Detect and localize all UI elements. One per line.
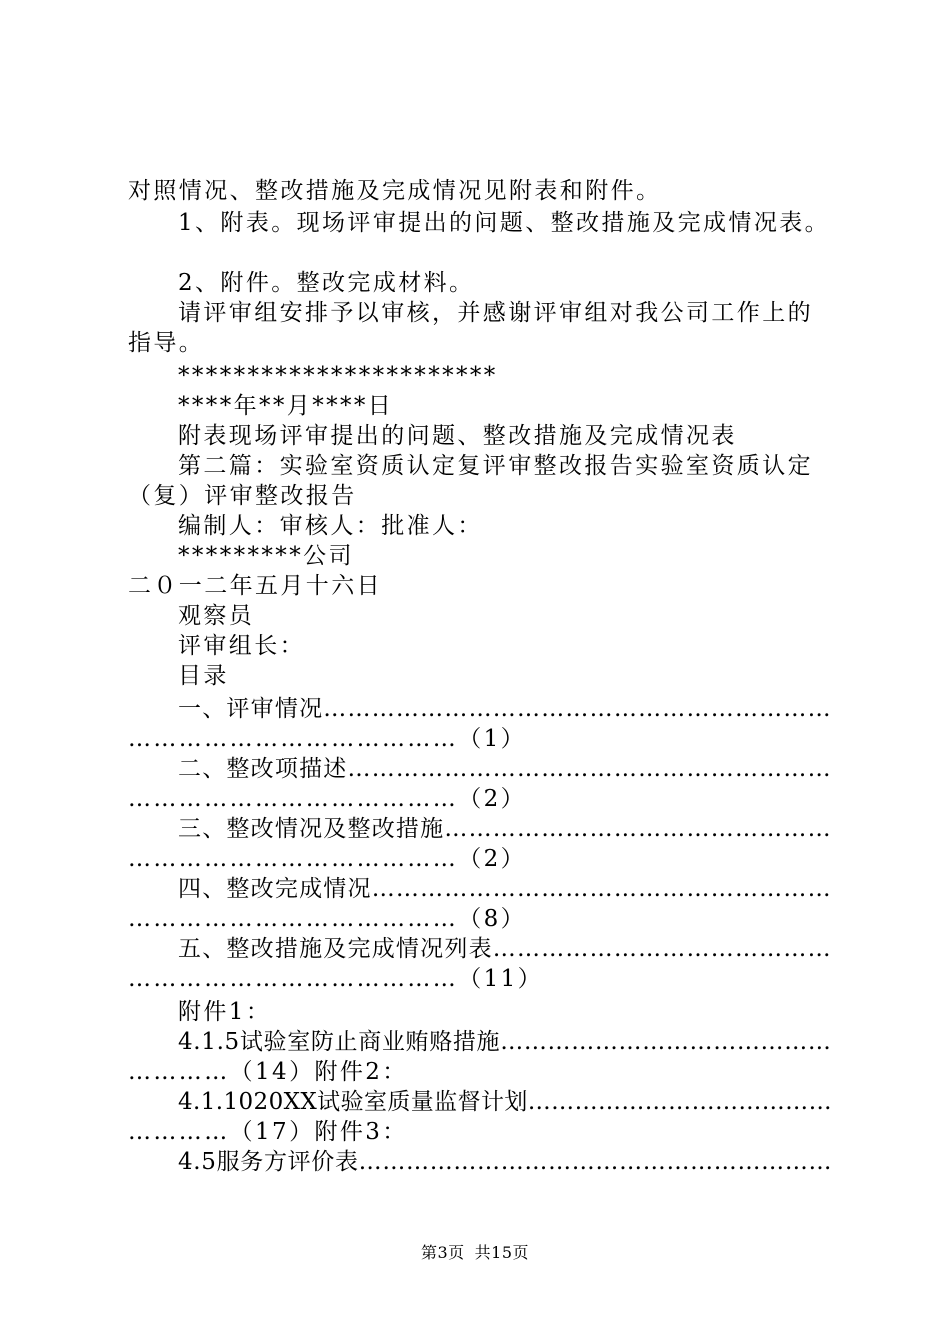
toc-line: 五、整改措施及完成情况列表…………………………………… xyxy=(178,936,832,962)
toc-line: …………………………………（1） xyxy=(128,726,527,752)
toc-line: …………（17）附件3： xyxy=(128,1119,408,1145)
text-line: （复）评审整改报告 xyxy=(128,483,357,509)
text-line: 附表现场评审提出的问题、整改措施及完成情况表 xyxy=(178,423,737,449)
toc-line: 二、整改项描述…………………………………………………… xyxy=(178,756,832,782)
text-line: 第二篇：实验室资质认定复评审整改报告实验室资质认定 xyxy=(178,453,813,479)
page-number: 第3页 xyxy=(420,1243,465,1262)
page-total: 共15页 xyxy=(474,1243,530,1262)
text-line: 2、附件。整改完成材料。 xyxy=(178,270,475,296)
text-line: *********************** xyxy=(178,363,498,389)
text-line: 二０一二年五月十六日 xyxy=(128,573,382,599)
toc-line: 4.1.1020XX试验室质量监督计划………………………………… xyxy=(178,1089,832,1115)
text-line: 附件1： xyxy=(178,999,272,1025)
text-line: *********公司 xyxy=(178,543,354,569)
toc-line: 4.1.5试验室防止商业贿赂措施…………………………………… xyxy=(178,1029,832,1055)
toc-line: …………（14）附件2： xyxy=(128,1059,408,1085)
text-line: 目录 xyxy=(178,663,229,689)
text-line: ****年**月****日 xyxy=(178,393,394,419)
text-line: 1、附表。现场评审提出的问题、整改措施及完成情况表。 xyxy=(178,210,831,236)
toc-line: …………………………………（8） xyxy=(128,906,527,932)
toc-line: 一、评审情况……………………………………………………… xyxy=(178,696,832,722)
toc-line: 三、整改情况及整改措施………………………………………… xyxy=(178,816,832,842)
toc-line: …………………………………（11） xyxy=(128,966,544,992)
text-line: 指导。 xyxy=(128,330,205,356)
toc-line: 四、整改完成情况………………………………………………… xyxy=(178,876,832,902)
page-footer xyxy=(0,1243,950,1263)
toc-line: …………………………………（2） xyxy=(128,786,527,812)
text-line: 请评审组安排予以审核，并感谢评审组对我公司工作上的 xyxy=(178,300,813,326)
text-line: 观察员 xyxy=(178,603,255,629)
text-line: 评审组长： xyxy=(178,633,305,659)
toc-line: 4.5服务方评价表…………………………………………………… xyxy=(178,1149,833,1175)
toc-line: …………………………………（2） xyxy=(128,846,527,872)
text-line: 编制人：审核人：批准人： xyxy=(178,513,483,539)
text-line: 对照情况、整改措施及完成情况见附表和附件。 xyxy=(128,178,662,204)
